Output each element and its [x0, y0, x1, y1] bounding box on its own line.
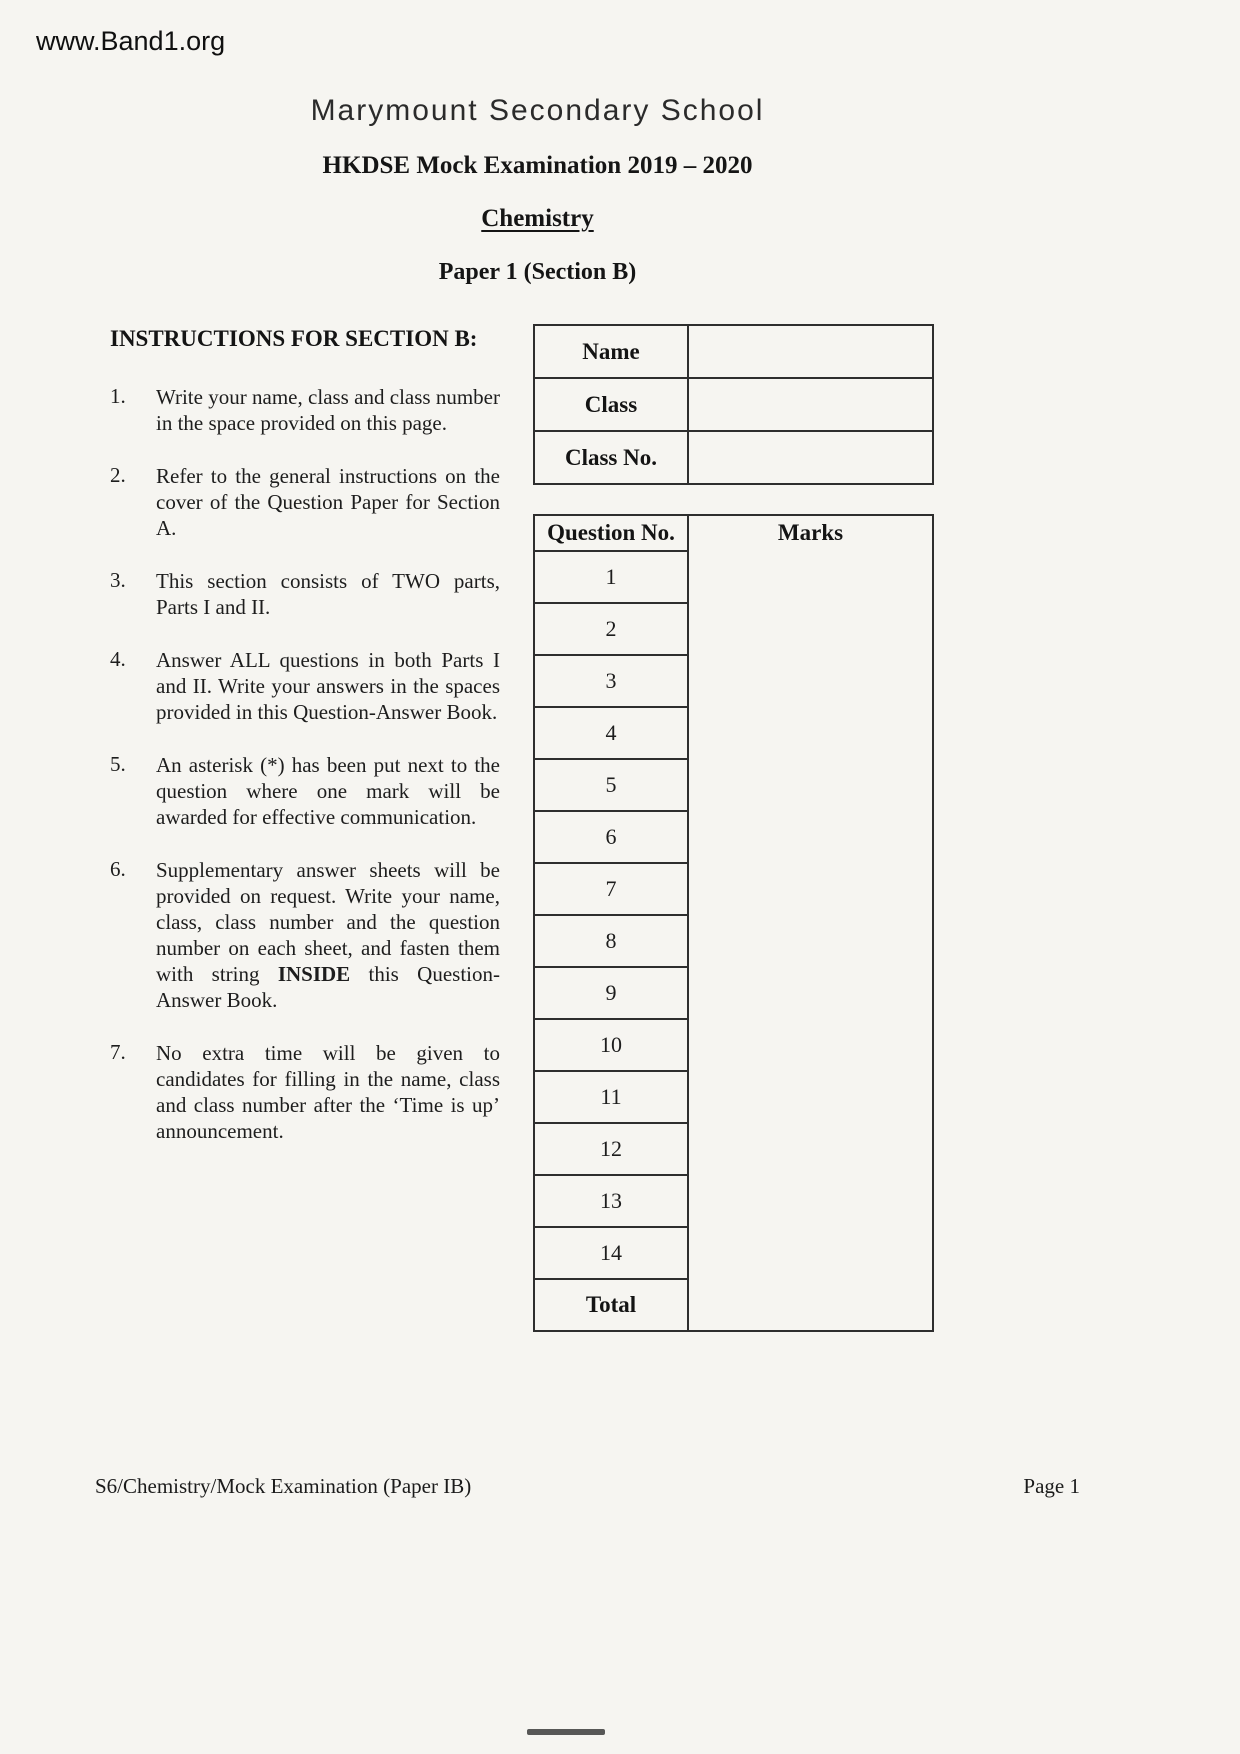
instruction-text-pre: Supplementary answer sheets will be provided on request. Write your name, class, class number and the question number on each sheet, and fasten them with string — [156, 858, 500, 986]
paper-title: Paper 1 (Section B) — [438, 259, 637, 285]
instruction-text: No extra time will be given to candidates for filling in the name, class and class number after the ‘Time is up’ announcement. — [156, 1041, 500, 1143]
instruction-number: 7. — [110, 1040, 126, 1064]
question-no-cell: 9 — [535, 968, 687, 1020]
question-no-cell: 6 — [535, 812, 687, 864]
marks-header: Marks — [777, 520, 844, 545]
exam-title: HKDSE Mock Examination 2019 – 2020 — [322, 152, 753, 179]
student-info-row — [535, 379, 932, 432]
scan-artifact — [527, 1729, 605, 1735]
site-watermark: www.Band1.org — [36, 26, 226, 56]
instruction-text: Write your name, class and class number in the space provided on this page. — [156, 385, 500, 435]
instruction-text: This section consists of TWO parts, Parts I and II. — [156, 569, 500, 619]
question-no-cell: 2 — [535, 604, 687, 656]
instruction-number: 6. — [110, 857, 126, 881]
question-no-cell: 7 — [535, 864, 687, 916]
question-no-cell: 1 — [535, 552, 687, 604]
instruction-item — [110, 463, 500, 541]
student-info-row — [535, 432, 932, 483]
school-name: Marymount Secondary School — [310, 94, 765, 127]
instruction-text: An asterisk (*) has been put next to the question where one mark will be awarded for effective communication. — [156, 753, 500, 829]
question-no-cell: 11 — [535, 1072, 687, 1124]
instruction-item — [110, 384, 500, 436]
question-no-header: Question No. — [535, 516, 687, 552]
marks-entry-area — [689, 550, 932, 1330]
question-no-cell: 8 — [535, 916, 687, 968]
question-no-cell: 5 — [535, 760, 687, 812]
instruction-number: 3. — [110, 568, 126, 592]
question-no-cell: 13 — [535, 1176, 687, 1228]
student-info-table — [533, 324, 934, 485]
exam-header — [0, 94, 1075, 286]
subject-title: Chemistry — [481, 205, 594, 232]
student-info-label: Name — [535, 326, 689, 377]
instructions-title: INSTRUCTIONS FOR SECTION B: — [110, 326, 478, 351]
instruction-item — [110, 752, 500, 830]
instruction-text: Answer ALL questions in both Parts I and II. Write your answers in the spaces provided in this Question-Answer Book. — [156, 648, 500, 724]
instruction-text — [156, 857, 500, 1013]
question-no-column — [535, 516, 689, 1330]
student-info-label: Class — [535, 379, 689, 430]
student-info-label: Class No. — [535, 432, 689, 483]
instruction-text-bold: INSIDE — [277, 962, 351, 986]
instruction-item — [110, 1040, 500, 1144]
instruction-number: 1. — [110, 384, 126, 408]
instruction-number: 5. — [110, 752, 126, 776]
instructions-section — [110, 326, 500, 1171]
instruction-item — [110, 568, 500, 620]
instruction-item — [110, 647, 500, 725]
student-info-input-cell — [689, 432, 932, 483]
instruction-number: 4. — [110, 647, 126, 671]
instruction-item — [110, 857, 500, 1013]
question-no-cell: 14 — [535, 1228, 687, 1280]
question-no-cell: 3 — [535, 656, 687, 708]
footer-paper-code: S6/Chemistry/Mock Examination (Paper IB) — [95, 1474, 472, 1498]
instruction-text: Refer to the general instructions on the cover of the Question Paper for Section A. — [156, 464, 500, 540]
question-no-cell: 4 — [535, 708, 687, 760]
total-label-cell: Total — [585, 1292, 637, 1317]
instruction-text-post: this Question-Answer Book. — [156, 962, 500, 1012]
footer-page-number: Page 1 — [1023, 1474, 1080, 1498]
instruction-number: 2. — [110, 463, 126, 487]
student-info-row — [535, 326, 932, 379]
student-info-input-cell — [689, 379, 932, 430]
marks-table — [533, 514, 934, 1332]
student-info-input-cell — [689, 326, 932, 377]
marks-column — [689, 516, 932, 1330]
question-no-cell: 12 — [535, 1124, 687, 1176]
question-no-cell: 10 — [535, 1020, 687, 1072]
